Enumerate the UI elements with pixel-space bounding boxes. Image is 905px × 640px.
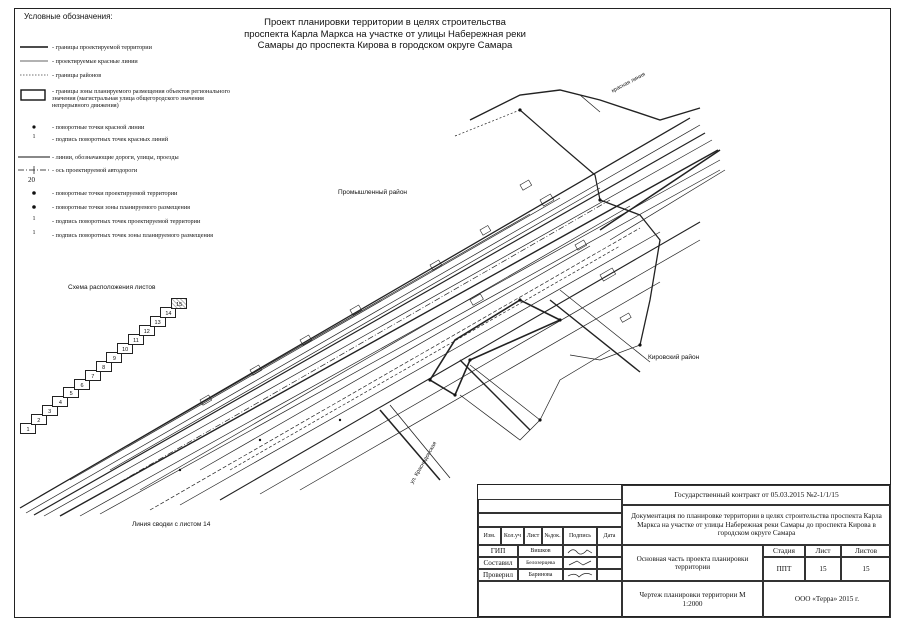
legend-item-road-axis: - ось проектируемой автодороги — [52, 166, 138, 174]
scheme-sheet-11: 11 — [128, 334, 144, 345]
legend-item-zone-points: - поворотные точки зоны планируемого размещения — [18, 202, 268, 212]
title-line-1: Проект планировки территории в целях строительства — [264, 17, 506, 28]
legend-item-red-lines: - проектируемые красные линии — [52, 57, 138, 65]
legend-item-red-line-point-labels: 1 - подпись поворотных точек красных линий — [32, 134, 169, 143]
stage-value: ППТ — [763, 557, 805, 581]
header-izm: Изм. — [478, 527, 501, 545]
scheme-sheet-5: 5 — [63, 387, 79, 398]
header-list: Лист — [524, 527, 542, 545]
header-date: Дата — [597, 527, 622, 545]
title-line-2: проспекта Карла Маркса на участке от улицы Набережная реки — [244, 28, 526, 40]
legend-item-zone-point-labels: 1 - подпись поворотных точек зоны планируемого размещения — [32, 230, 213, 239]
company-name: ООО «Терра» 2015 г. — [763, 581, 891, 618]
scheme-sheet-7: 7 — [85, 370, 101, 381]
scheme-sheet-12: 12 — [139, 325, 155, 336]
role-checked: Проверил — [478, 569, 518, 581]
scheme-sheet-14: 14 — [160, 307, 176, 318]
name-gip: Вишков — [518, 545, 563, 557]
legend-item-territory-points: - поворотные точки проектируемой территории — [18, 188, 268, 198]
scheme-sheet-6: 6 — [74, 379, 90, 390]
role-compiled: Составил — [478, 557, 518, 569]
scheme-sheet-4: 4 — [52, 396, 68, 407]
name-checked: Баринова — [518, 569, 563, 581]
signature-checked — [563, 569, 597, 581]
legend-item-project-boundary: - границы проектируемой территории — [52, 43, 152, 51]
legend-item-territory-point-labels: 1 - подпись поворотных точек проектируемой территории — [32, 216, 201, 225]
scheme-sheet-10: 10 — [117, 343, 133, 354]
scheme-sheet-1: 1 — [20, 423, 36, 434]
name-compiled: Белозерцева — [518, 557, 563, 569]
document-description: Документация по планировке территории в целях строительства проспекта Карла Маркса на участке от улицы Набережная реки Самары до проспекта Кирова в городском округе Самара — [622, 505, 891, 545]
contract-number: Государственный контракт от 05.03.2015 №2-1/1/15 — [622, 485, 891, 505]
top-label: красная линия — [610, 71, 647, 95]
scheme-title: Схема расположения листов — [68, 284, 156, 291]
scheme-sheet-3: 3 — [42, 405, 58, 416]
district-label-kirovsky: Кировский район — [648, 354, 700, 361]
street-label: ул. Краснодонская — [409, 440, 439, 486]
header-doc: №док. — [542, 527, 563, 545]
role-gip: ГИП — [478, 545, 518, 557]
signature-compiled — [563, 557, 597, 569]
header-signature: Подпись — [563, 527, 597, 545]
sheet-value: 15 — [805, 557, 841, 581]
drawing-name: Чертеж планировки территории М 1:2000 — [622, 581, 763, 618]
header-kol-uch: Кол.уч — [501, 527, 524, 545]
legend-item-placement-zone: - границы зоны планируемого размещения объектов регионального значения (магистральная улица общегородского значения непрерывного движения) — [18, 88, 268, 109]
stage-header: Стадия — [763, 545, 805, 557]
sheet-header: Лист — [805, 545, 841, 557]
title-line-3: Самары до проспекта Кирова в городском округе Самара — [257, 40, 513, 51]
legend-item-district-boundary: - границы районов — [52, 71, 102, 79]
scheme-sheet-9: 9 — [106, 352, 122, 363]
district-label-industrial: Промышленный район — [338, 189, 408, 196]
scheme-sheet-2: 2 — [31, 414, 47, 425]
legend-heading: Условные обозначения: — [24, 12, 113, 21]
signature-gip — [563, 545, 597, 557]
scheme-sheet-8: 8 — [96, 361, 112, 372]
legend-item-red-line-points: - поворотные точки красной линии — [18, 122, 268, 132]
title-block — [477, 484, 890, 617]
section-name: Основная часть проекта планировки территории — [622, 545, 763, 581]
legend-item-roads: - линии, обозначающие дороги, улицы, проезды — [52, 153, 179, 161]
scheme-sheet-15: 15 — [171, 298, 187, 309]
junction-label: Линия сводки с листом 14 — [132, 521, 211, 528]
sheets-value: 15 — [841, 557, 891, 581]
legend-axis-number: 20 — [28, 176, 35, 184]
scheme-sheet-13: 13 — [150, 316, 166, 327]
sheets-header: Листов — [841, 545, 891, 557]
